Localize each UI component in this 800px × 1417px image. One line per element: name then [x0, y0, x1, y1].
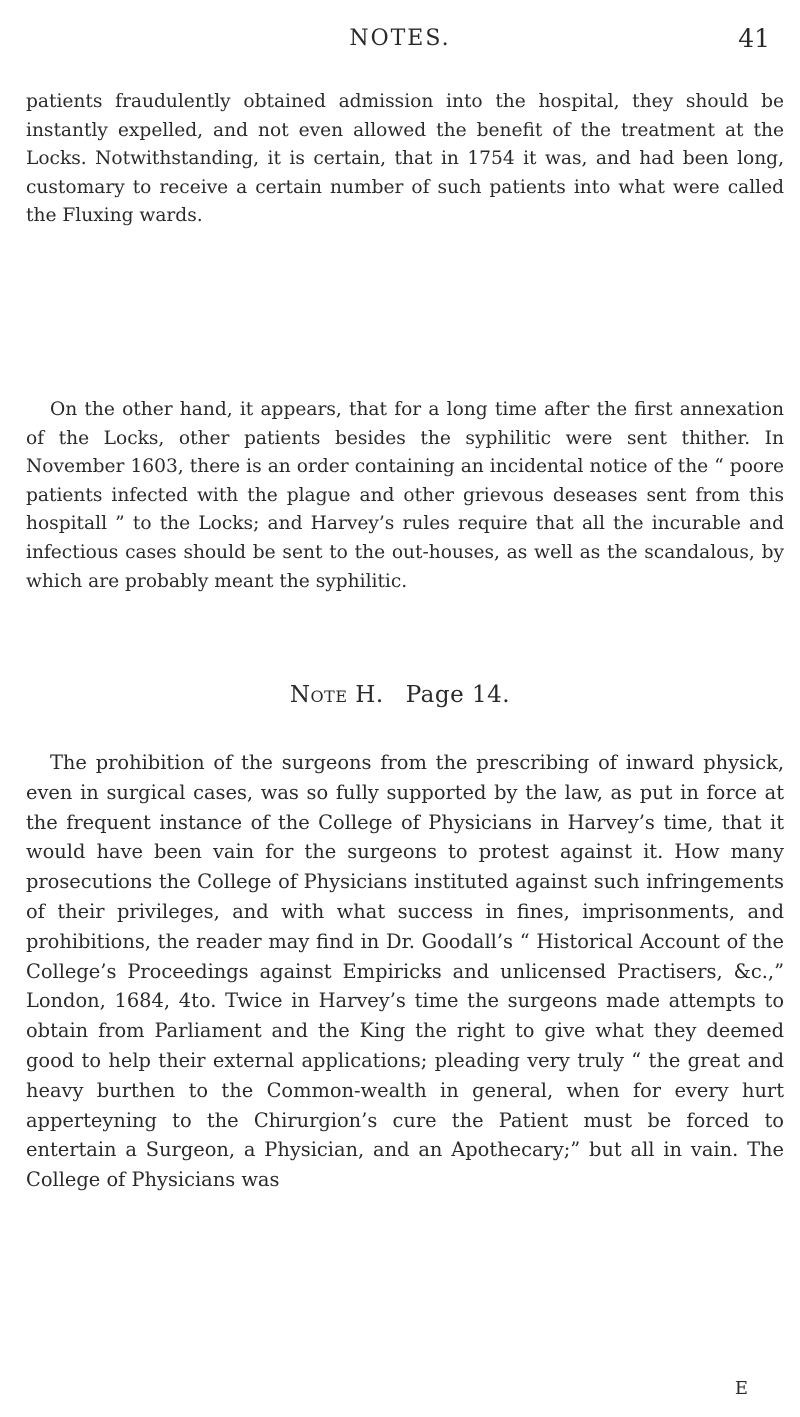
paragraph-text: patients fraudulently obtained admission into the hospital, they should be instantly expelled, and not even allowed the benefit of the treatment at the Locks. Notwithstanding, it is certain, that in 1754 it was, and had been long, customary to receive a certain number of such patients into what were called the Fluxing wards. [26, 91, 784, 227]
page-number: 41 [738, 24, 770, 53]
note-body-text: The prohibition of the surgeons from the prescribing of inward physick, even in surgical cases, was so fully supported by the law, as put in force at the frequent instance of the College of Physicians in Harvey’s time, that it would have been vain for the surgeons to protest against it. How many prosecutions the College of Physicians instituted against such infringements of their privileges, and with what success in fines, imprisonments, and prohibitions, the reader may find in Dr. Goodall’s “ Historical Account of the College’s Proceedings against Empiricks and unlicensed Practisers, &c.,” London, 1684, 4to. Twice in Harvey’s time the surgeons made attempts to obtain from Parliament and the King the right to give what they deemed good to help their external applications; pleading very truly “ the great and heavy burthen to the Common-wealth in general, when for every hurt apperteyning to the Chirurgion’s cure the Patient must be forced to entertain a Surgeon, a Physician, and an Apothecary;” but all in vain. The College of Physicians was [26, 751, 784, 1192]
note-page-reference: Page 14. [405, 682, 511, 708]
note-label: Note H. [289, 682, 384, 708]
note-body [26, 748, 784, 1195]
running-head [28, 22, 772, 56]
running-title: NOTES. [349, 26, 451, 51]
paragraph-text: On the other hand, it appears, that for a long time after the first annexation of the Locks, other patients besides the syphilitic were sent thither. In November 1603, there is an order containing an incidental notice of the “ poore patients infected with the plague and other grievous deseases sent from this hospitall ” to the Locks; and Harvey’s rules require that all the incurable and infectious cases should be sent to the out-houses, as well as the scandalous, by which are probably meant the syphilitic. [26, 399, 784, 592]
paragraph-locks-annexation [26, 396, 784, 596]
paragraph-continued [26, 88, 784, 231]
note-heading [0, 682, 800, 708]
signature-mark: E [734, 1378, 748, 1399]
